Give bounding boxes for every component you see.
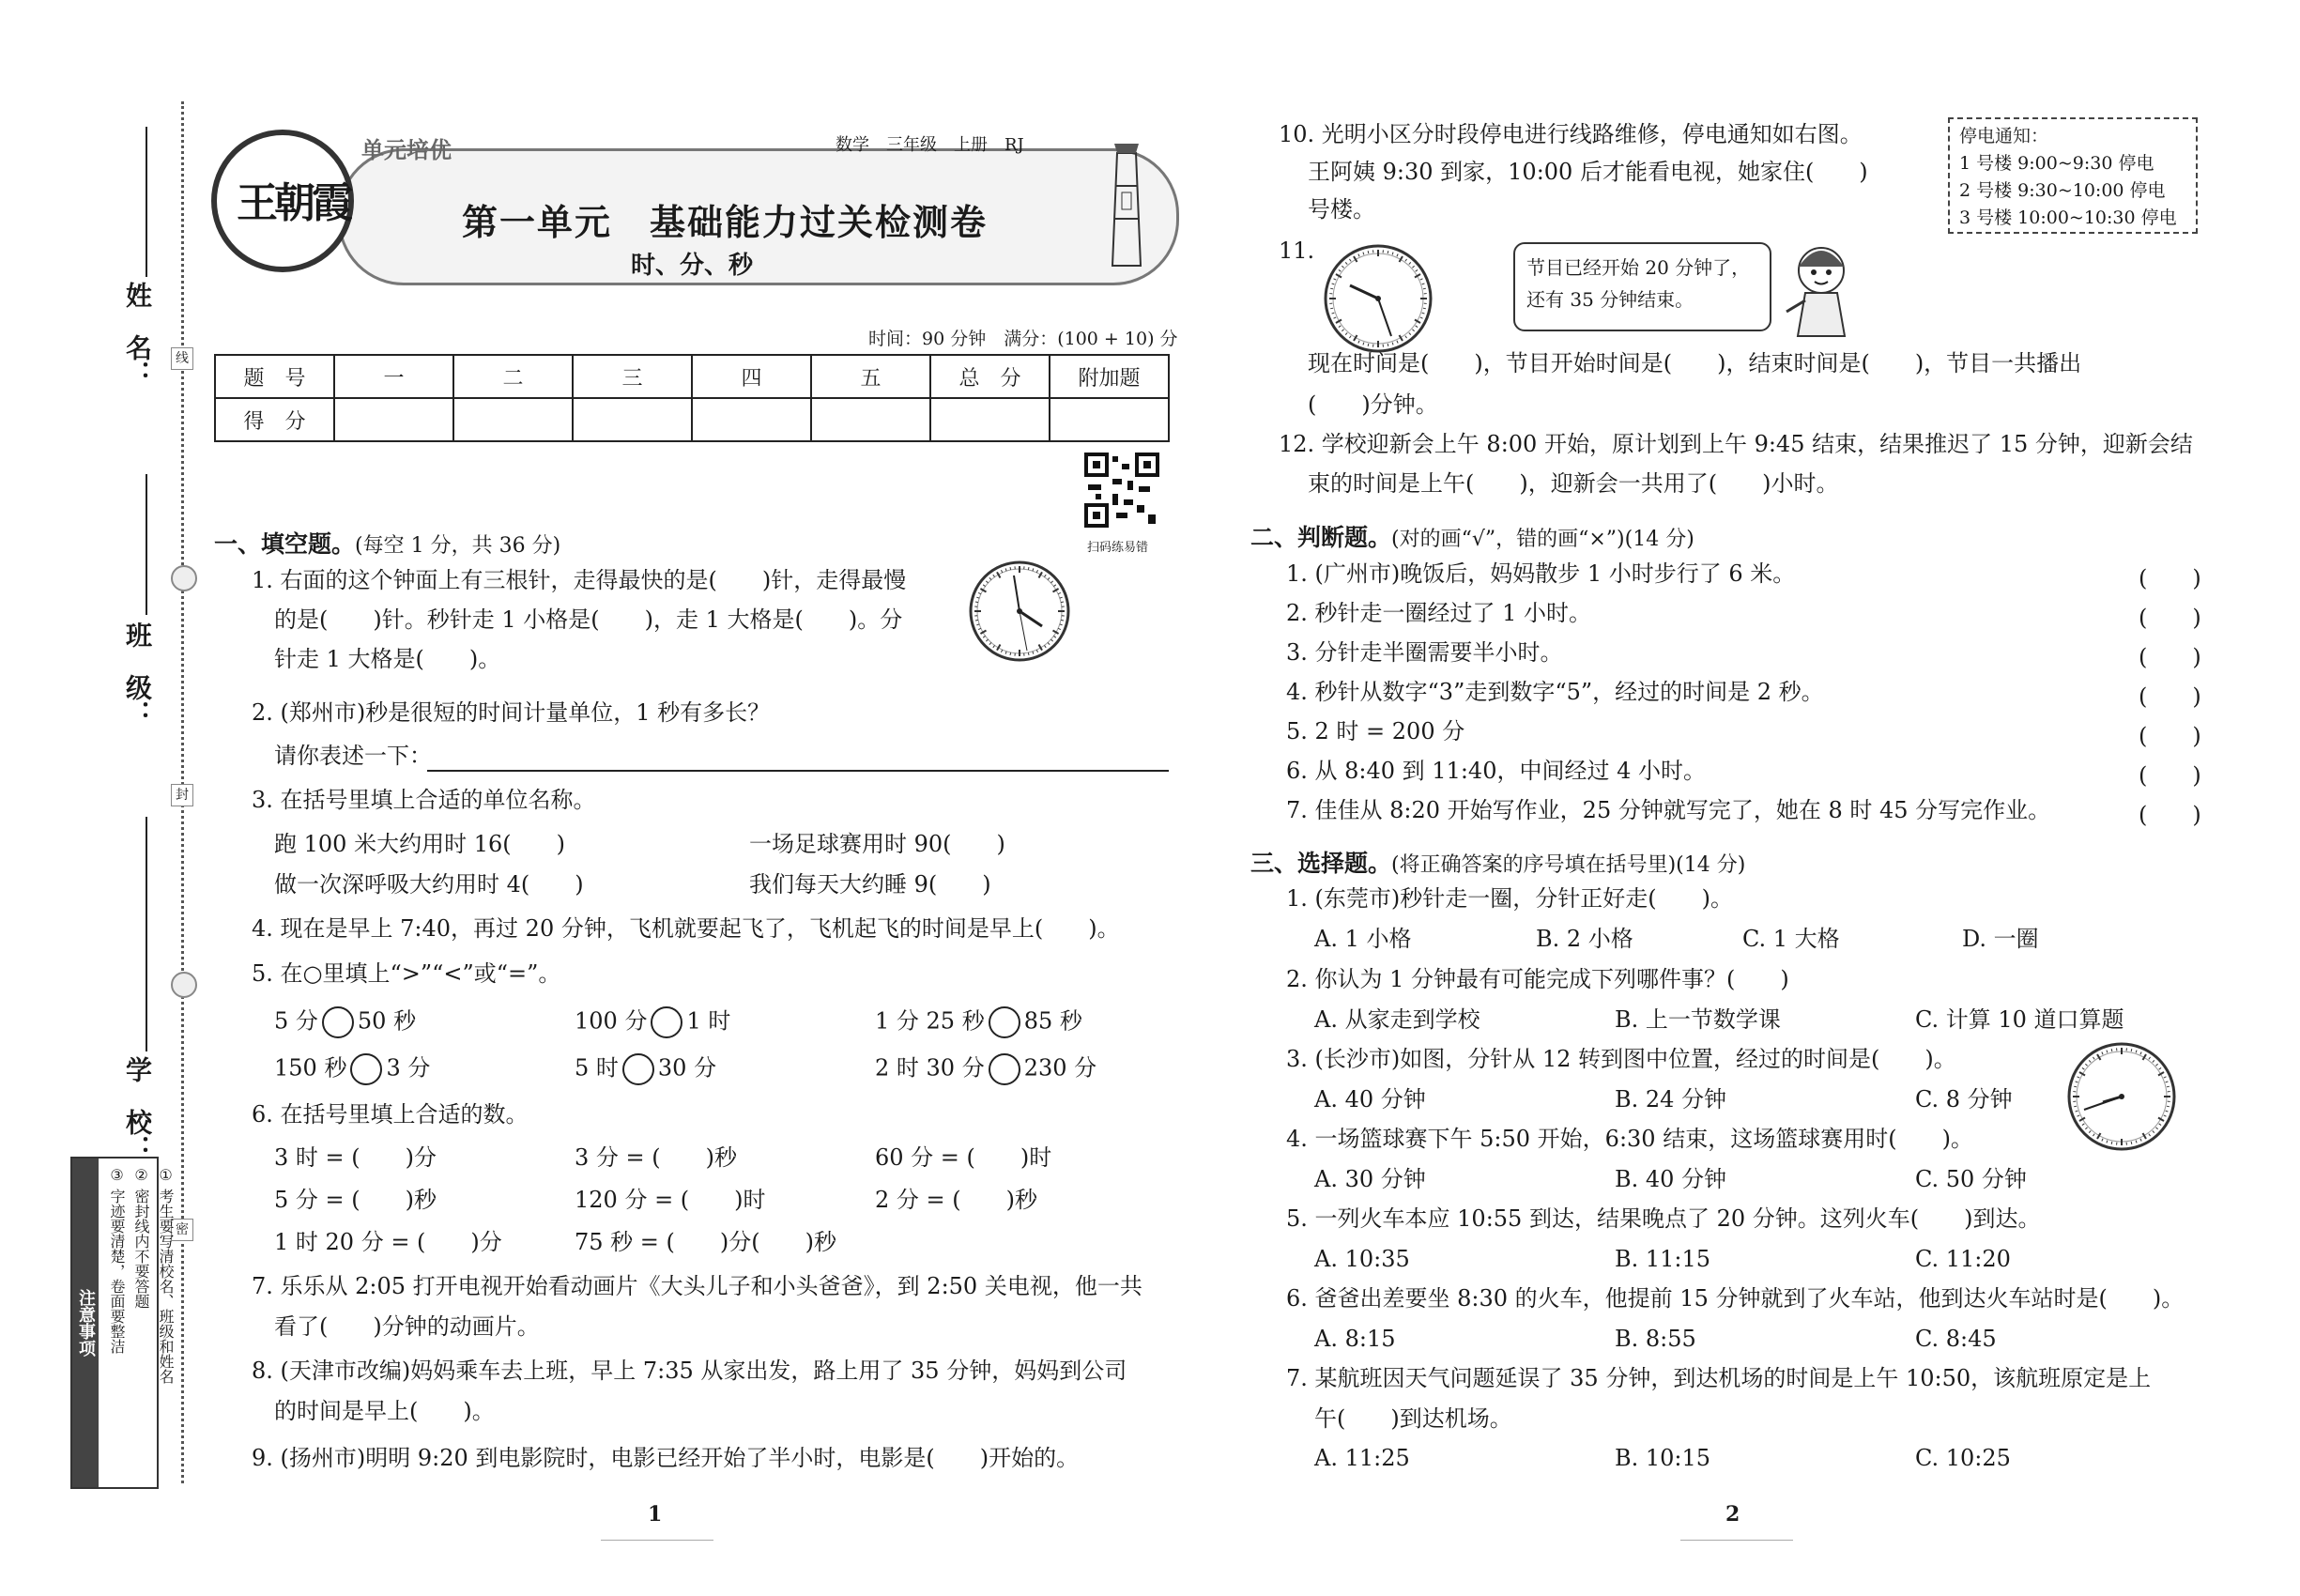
choice-option[interactable]: C. 11:20 <box>1915 1246 2011 1272</box>
judge-item: 6. 从 8:40 到 11:40，中间经过 4 小时。 <box>1286 758 1706 784</box>
choice-option[interactable]: C. 8:45 <box>1915 1326 1997 1352</box>
clock-tick <box>1010 567 1011 570</box>
time-info: 时间：90 分钟 满分：(100 + 10) 分 <box>868 329 1178 349</box>
note-item: ③ 字迹要清楚，卷面要整洁 <box>108 1166 126 1355</box>
speech-bubble: 节目已经开始 20 分钟了， 还有 35 分钟结束。 <box>1513 242 1771 331</box>
score-cell: 附加题 <box>1050 355 1169 398</box>
choice-option[interactable]: A. 30 分钟 <box>1314 1166 1426 1192</box>
note-item: ② 密封线内不要答题 <box>132 1166 150 1310</box>
score-input[interactable] <box>573 398 692 441</box>
question-8-line: 的时间是早上( )。 <box>274 1398 495 1424</box>
compare-item: 5 分 50 秒 <box>274 1006 416 1038</box>
choice-question: 4. 一场篮球赛下午 5:50 开始，6:30 结束，这场篮球赛用时( )。 <box>1286 1126 1973 1152</box>
clock-tick <box>1330 308 1333 309</box>
seal-mark: 线 <box>171 347 193 370</box>
clock-tick <box>1330 288 1333 289</box>
section1-heading: 一、填空题。(每空 1 分，共 36 分) <box>214 530 561 558</box>
judge-item: 2. 秒针走一圈经过了 1 小时。 <box>1286 600 1592 626</box>
score-cell: 总 分 <box>930 355 1050 398</box>
compare-circle[interactable] <box>322 1006 354 1038</box>
page-subtitle: 时、分、秒 <box>631 252 754 280</box>
score-input[interactable] <box>930 398 1050 441</box>
notes-list <box>104 1166 177 1384</box>
judge-answer-box[interactable]: ( ) <box>2139 723 2201 749</box>
fill-item: 3 时 = ( )分 <box>274 1144 437 1171</box>
choice-question: 2. 你认为 1 分钟最有可能完成下列哪件事？( ) <box>1286 966 1789 992</box>
score-header-row <box>215 355 1169 398</box>
score-input[interactable] <box>692 398 811 441</box>
score-value-row <box>215 398 1169 441</box>
question-11-line: ( )分钟。 <box>1308 391 1438 418</box>
fill-item: 3 分 = ( )秒 <box>575 1144 737 1171</box>
question-3-stem: 3. 在括号里填上合适的单位名称。 <box>252 787 596 813</box>
choice-option[interactable]: A. 40 分钟 <box>1314 1086 1426 1113</box>
compare-item: 5 时 30 分 <box>575 1053 716 1085</box>
clock-tick <box>2131 1049 2132 1051</box>
notes-box <box>70 1157 175 1489</box>
judge-item: 4. 秒针从数字“3”走到数字“5”，经过的时间是 2 秒。 <box>1286 679 1824 705</box>
note-item: ① 考生要写清校名、班级和姓名 <box>157 1166 175 1385</box>
choice-question: 3. (长沙市)如图，分针从 12 转到图中位置，经过的时间是( )。 <box>1286 1046 1956 1072</box>
punch-hole <box>171 972 197 998</box>
qr-code-icon <box>1084 453 1159 528</box>
clock-tick <box>1028 652 1029 655</box>
page-number: 2 <box>1725 1502 1740 1527</box>
question-10-line: 号楼。 <box>1308 196 1375 223</box>
question-2-line: 2. (郑州市)秒是很短的时间计量单位，1 秒有多长？ <box>252 699 771 726</box>
page-decoration <box>601 1540 713 1541</box>
logo: 王朝霞 <box>237 179 349 227</box>
compare-circle[interactable] <box>989 1006 1020 1038</box>
clock-tick <box>2074 1106 2077 1107</box>
choice-question: 6. 爸爸出差要坐 8:30 的火车，他提前 15 分钟就到了火车站，他到达火车站时是( )。 <box>1286 1285 2185 1312</box>
question-8-line: 8. (天津市改编)妈妈乘车去上班，早上 7:35 从家出发，路上用了 35 分钟，妈妈到公司 <box>252 1358 1127 1384</box>
question-12-line: 束的时间是上午( )，迎新会一共用了( )小时。 <box>1308 470 1839 497</box>
choice-option[interactable]: B. 11:15 <box>1615 1246 1711 1272</box>
question-3-item: 一场足球赛用时 90( ) <box>749 831 1005 857</box>
seal-mark: 密 <box>171 1219 193 1241</box>
question-11-line: 现在时间是( )，节目开始时间是( )，结束时间是( )，节目一共播出 <box>1308 350 2082 376</box>
page-title: 第一单元 基础能力过关检测卷 <box>462 201 989 243</box>
name-label: 姓 名： <box>122 282 153 387</box>
clock-tick <box>2111 1049 2112 1051</box>
judge-answer-box[interactable]: ( ) <box>2139 565 2201 591</box>
clock-icon <box>2065 1040 2178 1153</box>
fill-item: 1 时 20 分 = ( )分 <box>274 1229 502 1255</box>
clock-tick <box>1061 620 1064 621</box>
score-input[interactable] <box>334 398 453 441</box>
choice-option[interactable]: A. 从家走到学校 <box>1314 1006 1480 1033</box>
subject-line: 数学 三年级 上册 RJ <box>836 135 1024 155</box>
score-table <box>214 354 1170 442</box>
judge-answer-box[interactable]: ( ) <box>2139 683 2201 710</box>
question-1-line: 针走 1 大格是( )。 <box>274 646 501 672</box>
class-label: 班 级： <box>122 622 153 727</box>
fill-item: 60 分 = ( )时 <box>875 1144 1052 1171</box>
fill-item: 120 分 = ( )时 <box>575 1187 766 1213</box>
clock-icon <box>967 559 1072 664</box>
name-line <box>146 127 147 277</box>
page-number: 1 <box>648 1502 663 1527</box>
question-3-item: 做一次深呼吸大约用时 4( ) <box>274 871 584 898</box>
question-10-line: 王阿姨 9:30 到家，10:00 后才能看电视，她家住( ) <box>1308 159 1868 185</box>
compare-item: 150 秒 3 分 <box>274 1053 430 1085</box>
question-7-line: 7. 乐乐从 2:05 打开电视开始看动画片《大头儿子和小头爸爸》，到 2:50 关电视，他一共 <box>252 1273 1142 1299</box>
lighthouse-icon <box>1094 134 1159 275</box>
outage-notice: 停电通知： 1 号楼 9:00~9:30 停电 2 号楼 9:30~10:00 停电 3 号楼 10:00~10:30 停电 <box>1948 117 2198 234</box>
fill-item: 75 秒 = ( )分( )秒 <box>575 1229 836 1255</box>
score-cell: 题 号 <box>215 355 334 398</box>
clock-tick <box>1028 567 1029 570</box>
choice-option[interactable]: B. 24 分钟 <box>1615 1086 1727 1113</box>
score-cell: 二 <box>453 355 573 398</box>
choice-option[interactable]: C. 1 大格 <box>1742 926 1840 952</box>
score-cell: 三 <box>573 355 692 398</box>
unit-tag: 单元培优 <box>361 136 452 163</box>
question-3-item: 我们每天大约睡 9( ) <box>749 871 991 898</box>
compare-circle[interactable] <box>622 1053 654 1085</box>
question-12-line: 12. 学校迎新会上午 8:00 开始，原计划到上午 9:45 结束，结果推迟了 15 分钟，迎新会结 <box>1279 431 2193 457</box>
choice-option[interactable]: B. 8:55 <box>1615 1326 1696 1352</box>
clock-tick <box>1423 288 1426 289</box>
choice-option[interactable]: A. 10:35 <box>1314 1246 1410 1272</box>
question-5-stem: 5. 在○里填上“>”“<”或“=”。 <box>252 960 561 987</box>
school-label: 学 校： <box>122 1056 153 1161</box>
qr-caption: 扫码练易错 <box>1087 541 1149 555</box>
answer-line[interactable] <box>427 770 1169 772</box>
choice-option[interactable]: A. 8:15 <box>1314 1326 1396 1352</box>
clock-tick <box>2167 1086 2170 1087</box>
score-cell: 得 分 <box>215 398 334 441</box>
fill-item: 2 分 = ( )秒 <box>875 1187 1037 1213</box>
choice-question: 7. 某航班因天气问题延误了 35 分钟，到达机场的时间是上午 10:50，该航班原定是上 <box>1286 1365 2152 1391</box>
compare-item: 100 分 1 时 <box>575 1006 730 1038</box>
score-input[interactable] <box>1050 398 1169 441</box>
question-6-stem: 6. 在括号里填上合适的数。 <box>252 1101 529 1128</box>
score-input[interactable] <box>811 398 930 441</box>
choice-option[interactable]: C. 10:25 <box>1915 1445 2011 1471</box>
question-9: 9. (扬州市)明明 9:20 到电影院时，电影已经开始了半小时，电影是( )开始的。 <box>252 1445 1080 1471</box>
choice-question: 5. 一列火车本应 10:55 到达，结果晚点了 20 分钟。这列火车( )到达。 <box>1286 1205 2041 1232</box>
choice-option[interactable]: B. 10:15 <box>1615 1445 1711 1471</box>
clock-tick <box>1423 308 1426 309</box>
question-7-line: 看了( )分钟的动画片。 <box>274 1313 540 1340</box>
choice-option[interactable]: C. 计算 10 道口算题 <box>1915 1006 2124 1033</box>
clock-tick <box>2111 1142 2112 1144</box>
choice-option[interactable]: A. 11:25 <box>1314 1445 1410 1471</box>
choice-question: 午( )到达机场。 <box>1314 1405 1512 1432</box>
girl-illustration-icon <box>1779 235 1863 338</box>
choice-option[interactable]: A. 1 小格 <box>1314 926 1412 952</box>
compare-item: 1 分 25 秒 85 秒 <box>875 1006 1082 1038</box>
choice-option[interactable]: C. 8 分钟 <box>1915 1086 2013 1113</box>
fill-item: 5 分 = ( )秒 <box>274 1187 437 1213</box>
question-2-line: 请你表述一下： <box>274 743 432 769</box>
clock-icon <box>1322 242 1434 355</box>
class-line <box>146 474 147 615</box>
score-input[interactable] <box>453 398 573 441</box>
judge-item: 7. 佳佳从 8:20 开始写作业，25 分钟就写完了，她在 8 时 45 分写完作业。 <box>1286 797 2051 823</box>
notes-title: 注意事项 <box>72 1159 99 1487</box>
question-3-item: 跑 100 米大约用时 16( ) <box>274 831 565 857</box>
clock-tick <box>1368 344 1369 346</box>
judge-answer-box[interactable]: ( ) <box>2139 605 2201 631</box>
judge-item: 3. 分针走半圈需要半小时。 <box>1286 639 1563 666</box>
clock-tick <box>975 620 978 621</box>
question-1-line: 1. 右面的这个钟面上有三根针，走得最快的是( )针，走得最慢 <box>252 567 907 593</box>
compare-circle[interactable] <box>989 1053 1020 1085</box>
question-10-line: 10. 光明小区分时段停电进行线路维修，停电通知如右图。 <box>1279 121 1863 147</box>
compare-item: 2 时 30 分 230 分 <box>875 1053 1096 1085</box>
judge-answer-box[interactable]: ( ) <box>2139 644 2201 670</box>
question-1-line: 的是( )针。秒针走 1 小格是( )，走 1 大格是( )。分 <box>274 606 903 633</box>
school-line <box>146 817 147 1051</box>
clock-tick <box>975 602 978 603</box>
section2-heading: 二、判断题。(对的画“√”，错的画“×”)(14 分) <box>1250 524 1694 551</box>
clock-tick <box>1010 652 1011 655</box>
clock-tick <box>2167 1106 2170 1107</box>
choice-question: 1. (东莞市)秒针走一圈，分针正好走( )。 <box>1286 885 1733 912</box>
judge-item: 1. (广州市)晚饭后，妈妈散步 1 小时步行了 6 米。 <box>1286 560 1796 587</box>
choice-option[interactable]: D. 一圈 <box>1962 926 2039 952</box>
clock-tick <box>2131 1142 2132 1144</box>
score-cell: 五 <box>811 355 930 398</box>
score-cell: 一 <box>334 355 453 398</box>
judge-answer-box[interactable]: ( ) <box>2139 802 2201 828</box>
clock-tick <box>2074 1086 2077 1087</box>
judge-item: 5. 2 时 = 200 分 <box>1286 718 1465 744</box>
clock-tick <box>1061 602 1064 603</box>
question-4: 4. 现在是早上 7:40，再过 20 分钟，飞机就要起飞了，飞机起飞的时间是早上( )。 <box>252 915 1120 942</box>
compare-circle[interactable] <box>350 1053 382 1085</box>
choice-option[interactable]: B. 40 分钟 <box>1615 1166 1727 1192</box>
choice-option[interactable]: B. 上一节数学课 <box>1615 1006 1781 1033</box>
punch-hole <box>171 565 197 591</box>
choice-option[interactable]: B. 2 小格 <box>1536 926 1633 952</box>
seal-mark: 封 <box>171 784 193 806</box>
compare-circle[interactable] <box>651 1006 682 1038</box>
page-decoration <box>1680 1540 1793 1541</box>
judge-answer-box[interactable]: ( ) <box>2139 762 2201 789</box>
question-11-number: 11. <box>1279 238 1315 264</box>
choice-option[interactable]: C. 50 分钟 <box>1915 1166 2027 1192</box>
score-cell: 四 <box>692 355 811 398</box>
clock-tick <box>1368 251 1369 253</box>
section3-heading: 三、选择题。(将正确答案的序号填在括号里)(14 分) <box>1250 850 1746 877</box>
